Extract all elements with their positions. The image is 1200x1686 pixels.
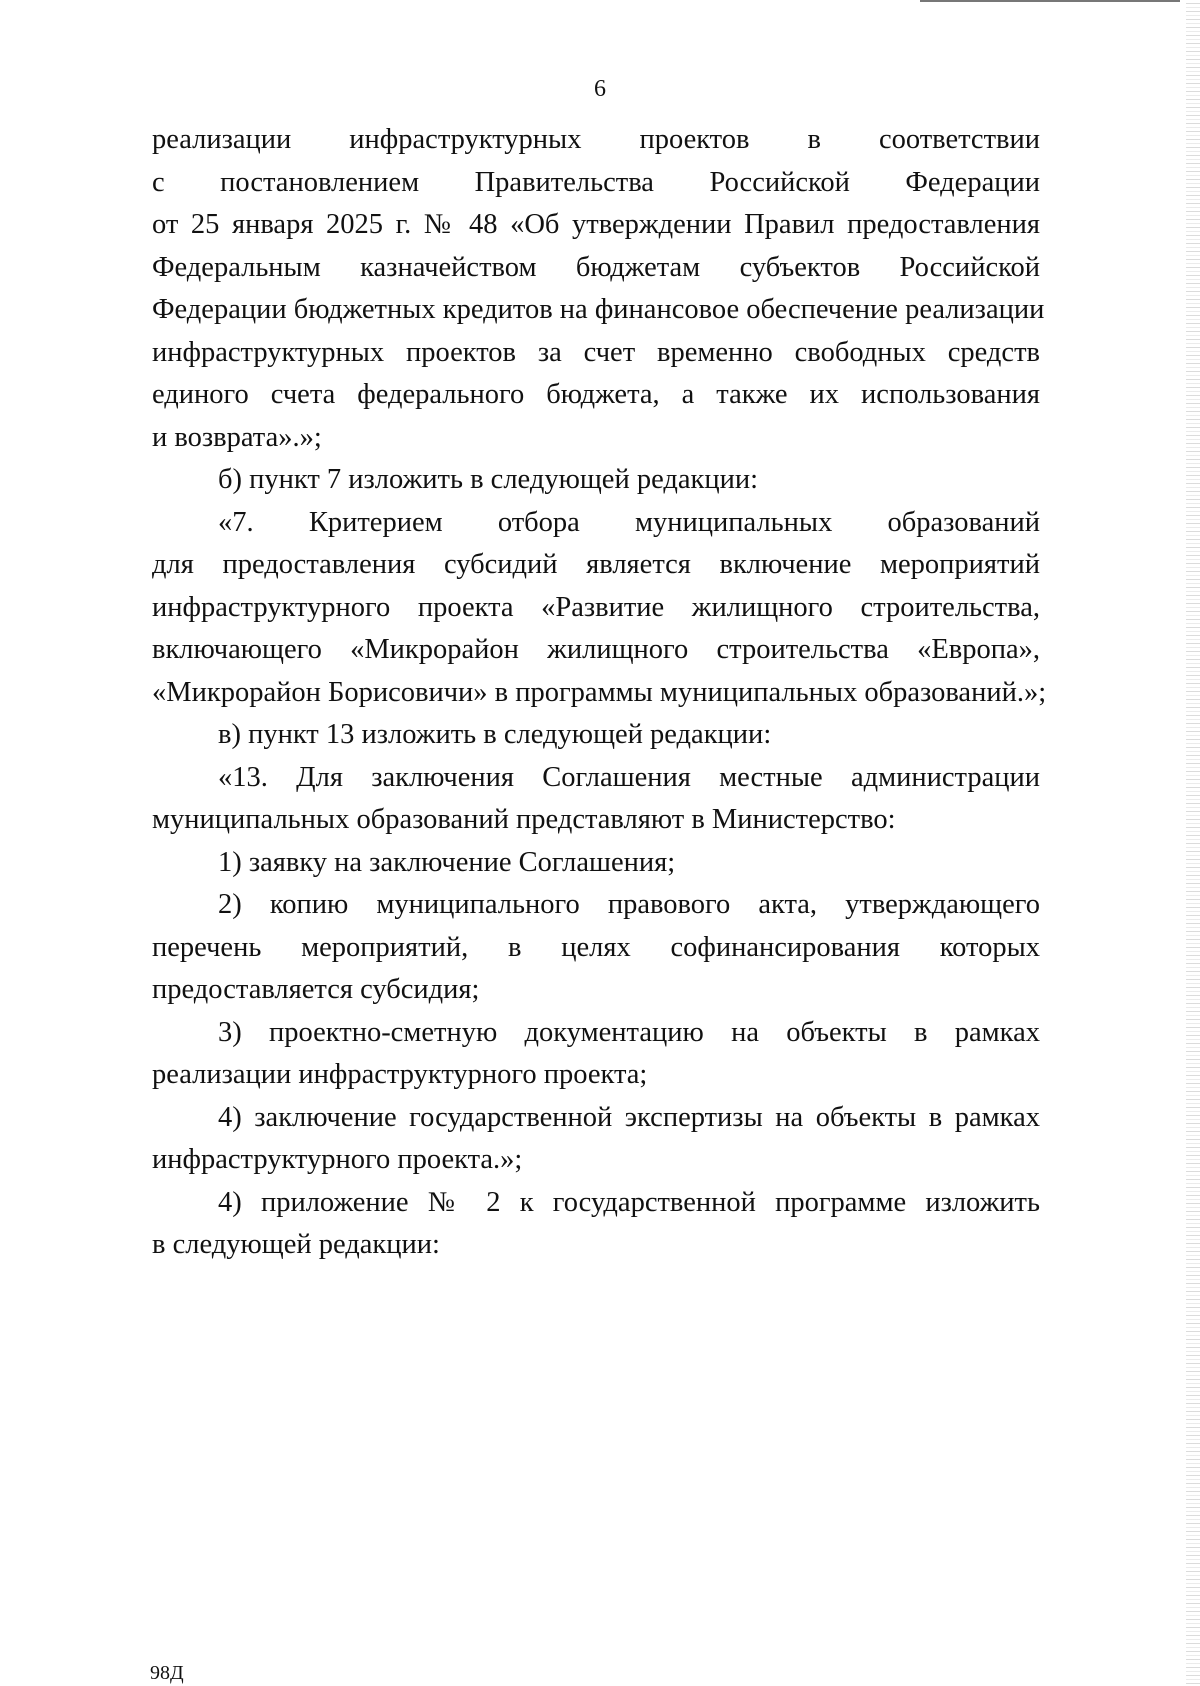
paragraph	[152, 119, 1045, 459]
paragraph	[152, 1097, 1040, 1182]
text-line: инфраструктурного проекта «Развитие жилищного строительства,	[152, 591, 1040, 623]
text-line: муниципальных образований представляют в Министерство:	[152, 804, 896, 835]
document-body	[152, 119, 1047, 1267]
paragraph	[152, 1012, 1040, 1097]
paragraph	[152, 757, 1040, 842]
page-number: 6	[594, 76, 606, 102]
text-line: от 25 января 2025 г. № 48 «Об утверждении Правил предоставления	[152, 209, 1040, 240]
paragraph	[152, 1182, 1040, 1267]
text-line: 4) заключение государственной экспертизы на объекты в рамках	[218, 1101, 1040, 1133]
text-line: единого счета федерального бюджета, а также их использования	[152, 379, 1040, 410]
paragraph	[152, 502, 1047, 715]
text-line: 3) проектно-сметную документацию на объекты в рамках	[218, 1016, 1040, 1048]
text-line: Федеральным казначейством бюджетам субъектов Российской	[152, 251, 1040, 283]
text-line: «Микрорайон Борисовичи» в программы муниципальных образований.»;	[152, 676, 1047, 708]
footer-code: 98Д	[150, 1662, 184, 1684]
text-line: 4) приложение № 2 к государственной программе изложить	[218, 1186, 1040, 1218]
text-line: с постановлением Правительства Российской Федерации	[152, 166, 1040, 198]
text-line: Федерации бюджетных кредитов на финансовое обеспечение реализации	[152, 294, 1045, 325]
scan-edge	[1186, 0, 1200, 1686]
text-line: инфраструктурных проектов за счет временно свободных средств	[152, 336, 1040, 368]
text-line: 1) заявку на заключение Соглашения;	[218, 846, 676, 878]
top-rule	[920, 0, 1180, 2]
text-line: предоставляется субсидия;	[152, 974, 480, 1005]
text-line: «13. Для заключения Соглашения местные администрации	[218, 761, 1040, 793]
text-line: включающего «Микрорайон жилищного строительства «Европа»,	[152, 634, 1040, 665]
text-line: реализации инфраструктурного проекта;	[152, 1059, 648, 1090]
paragraph	[152, 884, 1040, 1012]
text-line: для предоставления субсидий является включение мероприятий	[152, 549, 1040, 580]
paragraph	[152, 459, 1040, 502]
text-line: б) пункт 7 изложить в следующей редакции:	[218, 464, 759, 495]
text-line: инфраструктурного проекта.»;	[152, 1144, 523, 1175]
paragraph	[152, 714, 1040, 757]
text-line: реализации инфраструктурных проектов в соответствии	[152, 124, 1040, 155]
text-line: и возврата».»;	[152, 421, 322, 453]
text-line: в следующей редакции:	[152, 1229, 440, 1260]
text-line: перечень мероприятий, в целях софинансирования которых	[152, 931, 1040, 963]
text-line: «7. Критерием отбора муниципальных образований	[218, 506, 1040, 538]
text-line: в) пункт 13 изложить в следующей редакции:	[218, 719, 772, 750]
paragraph	[152, 842, 1040, 885]
text-line: 2) копию муниципального правового акта, утверждающего	[218, 889, 1040, 920]
